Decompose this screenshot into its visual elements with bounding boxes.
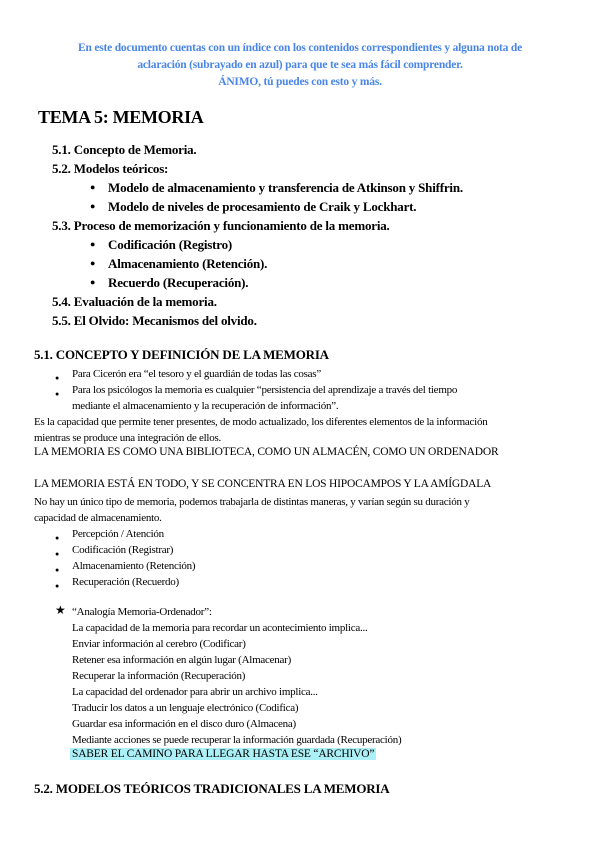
intro-line-3: ÁNIMO, tú puedes con esto y más. — [218, 76, 382, 88]
toc-item-5-5: 5.5. El Olvido: Mecanismos del olvido. — [52, 313, 257, 328]
bullet-ciceron: ● Para Cicerón era “el tesoro y el guardián de todas las cosas” — [72, 366, 321, 382]
caps-hipocampos: LA MEMORIA ESTÁ EN TODO, Y SE CONCENTRA EN LOS HIPOCAMPOS Y LA AMÍGDALA — [34, 478, 492, 490]
analogia-line-3: Retener esa información en algún lugar (Almacenar) — [72, 654, 292, 666]
list-item-almacenamiento: ● Almacenamiento (Retención) — [72, 558, 195, 574]
toc-subitem-craik: ● Modelo de niveles de procesamiento de Craik y Lockhart. — [108, 199, 416, 215]
analogia-line-5: La capacidad del ordenador para abrir un archivo implica... — [72, 686, 318, 698]
star-bullet-icon: ★ — [55, 603, 66, 617]
toc-item-5-1: 5.1. Concepto de Memoria. — [52, 142, 197, 157]
bullet-psicologos-cont: mediante el almacenamiento y la recuperación de información”. — [72, 400, 339, 412]
page-title: TEMA 5: MEMORIA — [38, 107, 204, 127]
toc-subitem-almacenamiento: ● Almacenamiento (Retención). — [108, 256, 267, 272]
paragraph-capacidad-2: mientras se produce una integración de ellos. — [34, 432, 221, 444]
analogia-line-4: Recuperar la información (Recuperación) — [72, 670, 246, 682]
analogia-line-7: Guardar esa información en el disco duro (Almacena) — [72, 718, 296, 730]
analogia-line-2: Enviar información al cerebro (Codificar) — [72, 638, 246, 650]
section-5-2-heading: 5.2. MODELOS TEÓRICOS TRADICIONALES LA MEMORIA — [34, 781, 390, 796]
analogia-title: “Analogía Memoria-Ordenador”: — [72, 606, 212, 618]
intro-line-2: aclaración (subrayado en azul) para que te sea más fácil comprender. — [137, 59, 463, 71]
toc-subitem-atkinson: ● Modelo de almacenamiento y transferencia de Atkinson y Shiffrin. — [108, 180, 463, 196]
toc-item-5-2: 5.2. Modelos teóricos: — [52, 161, 169, 176]
section-5-1-heading: 5.1. CONCEPTO Y DEFINICIÓN DE LA MEMORIA — [34, 347, 329, 362]
analogia-line-1: La capacidad de la memoria para recordar un acontecimiento implica... — [72, 622, 368, 634]
analogia-line-6: Traducir los datos a un lenguaje electrónico (Codifica) — [72, 702, 299, 714]
bullet-psicologos: ● Para los psicólogos la memoria es cualquier “persistencia del aprendizaje a través del tiempo — [72, 382, 457, 398]
paragraph-tipos-2: capacidad de almacenamiento. — [34, 512, 162, 524]
intro-note — [40, 40, 560, 91]
toc-item-5-3: 5.3. Proceso de memorización y funcionamiento de la memoria. — [52, 218, 390, 233]
paragraph-capacidad-1: Es la capacidad que permite tener presentes, de modo actualizado, los diferentes elementos de la información — [34, 416, 488, 428]
toc-item-5-4: 5.4. Evaluación de la memoria. — [52, 294, 217, 309]
paragraph-tipos-1: No hay un único tipo de memoria, podemos trabajarla de distintas maneras, y varían según su duración y — [34, 496, 470, 508]
list-item-codificacion: ● Codificación (Registrar) — [72, 542, 173, 558]
list-item-percepcion: ● Percepción / Atención — [72, 526, 164, 542]
intro-line-1: En este documento cuentas con un índice con los contenidos correspondientes y alguna nota de — [78, 42, 522, 54]
toc-subitem-recuerdo: ● Recuerdo (Recuperación). — [108, 275, 248, 291]
toc-subitem-codificacion: ● Codificación (Registro) — [108, 237, 232, 253]
list-item-recuperacion: ● Recuperación (Recuerdo) — [72, 574, 179, 590]
highlight-archivo-text: SABER EL CAMINO PARA LLEGAR HASTA ESE “ARCHIVO” — [72, 748, 375, 760]
analogia-line-8: Mediante acciones se puede recuperar la información guardada (Recuperación) — [72, 734, 402, 746]
highlight-archivo — [70, 748, 376, 760]
caps-biblioteca: LA MEMORIA ES COMO UNA BIBLIOTECA, COMO UN ALMACÉN, COMO UN ORDENADOR — [34, 446, 499, 458]
